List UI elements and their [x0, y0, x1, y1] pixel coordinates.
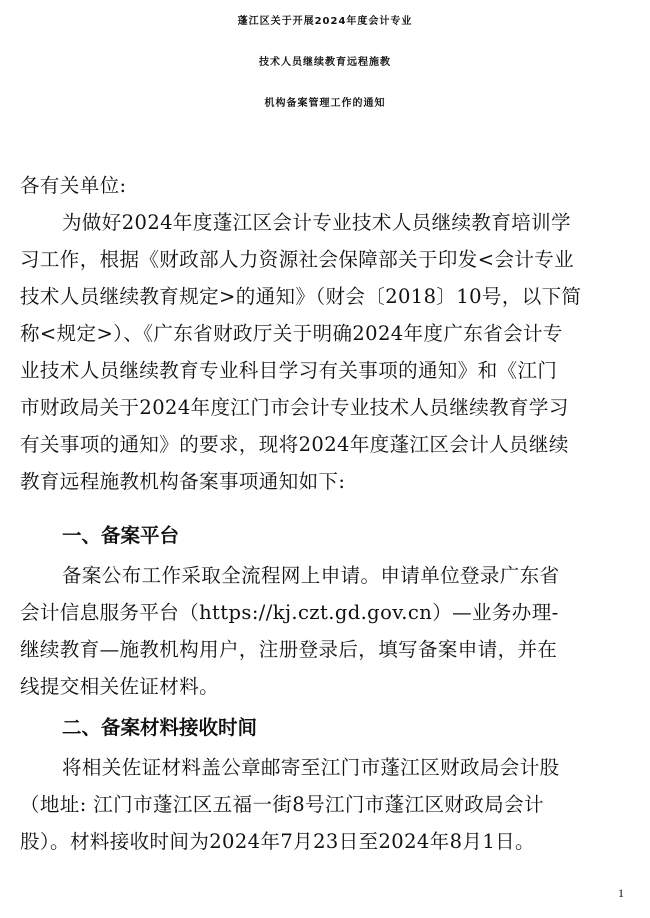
intro-line: 教育远程施教机构备案事项通知如下:	[20, 470, 346, 493]
salutation: 各有关单位:	[20, 174, 127, 197]
intro-line: 称<规定>）、《广东省财政厅关于明确2024年度广东省会计专	[20, 322, 563, 345]
intro-line: 市财政局关于2024年度江门市会计专业技术人员继续教育学习	[20, 396, 569, 419]
intro-line: 习工作，根据《财政部人力资源社会保障部关于印发<会计专业	[20, 248, 575, 271]
section-1-heading: 一、备案平台	[62, 524, 180, 547]
document-title-line-3: 机构备案管理工作的通知	[264, 98, 386, 109]
section-2-heading: 二、备案材料接收时间	[62, 716, 258, 739]
document-title-line-2: 技术人员继续教育远程施教	[259, 57, 391, 68]
section-1-line: 继续教育—施教机构用户，注册登录后，填写备案申请，并在	[20, 638, 558, 661]
intro-line: 技术人员继续教育规定>的通知》（财会〔2018〕10号，以下简	[20, 285, 582, 308]
section-1-line: 备案公布工作采取全流程网上申请。申请单位登录广东省	[62, 564, 560, 587]
intro-line: 有关事项的通知》的要求，现将2024年度蓬江区会计人员继续	[20, 433, 569, 456]
section-1-line: 会计信息服务平台（https://kj.czt.gd.gov.cn）—业务办理-	[20, 601, 559, 624]
section-1-line: 线提交相关佐证材料。	[20, 675, 220, 698]
intro-line: 业技术人员继续教育专业科目学习有关事项的通知》和《江门	[20, 359, 558, 382]
page-number: 1	[618, 886, 624, 900]
section-2-line: 将相关佐证材料盖公章邮寄至江门市蓬江区财政局会计股	[62, 756, 560, 779]
section-2-line: （地址: 江门市蓬江区五福一街8号江门市蓬江区财政局会计	[20, 793, 544, 816]
document-title-line-1: 蓬江区关于开展2024年度会计专业	[237, 16, 413, 27]
intro-line: 为做好2024年度蓬江区会计专业技术人员继续教育培训学	[62, 211, 571, 234]
section-2-line: 股）。材料接收时间为2024年7月23日至2024年8月1日。	[20, 830, 535, 853]
